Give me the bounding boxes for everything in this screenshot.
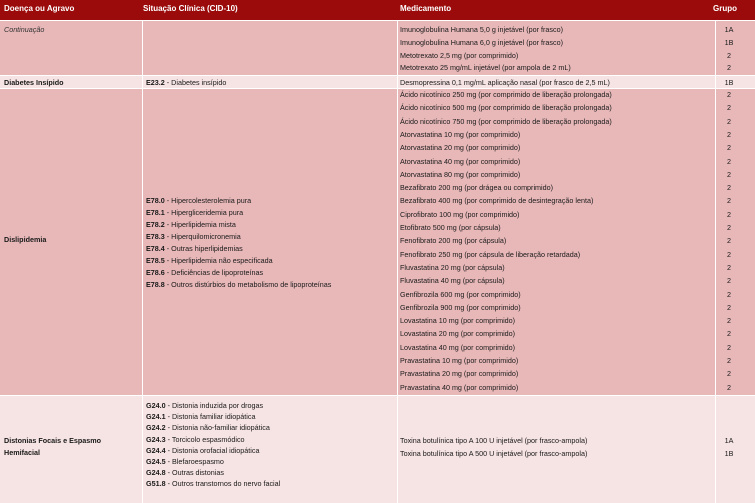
medication-item: Fluvastatina 40 mg (por cápsula) (400, 276, 505, 286)
cid-item: E78.4 - Outras hiperlipidemias (146, 244, 243, 253)
dislipidemia-cids (142, 89, 397, 395)
medication-item: Genfibrozila 900 mg (por comprimido) (400, 302, 521, 312)
header-group: Grupo (713, 4, 737, 13)
dislipidemia-groups (715, 89, 755, 395)
medication-item: Pravastatina 20 mg (por comprimido) (400, 369, 519, 379)
medication-item: Metotrexato 25 mg/mL injetável (por ampola de 2 mL) (400, 63, 571, 73)
group-value: 2 (727, 196, 731, 206)
continuation-medications (397, 21, 715, 75)
distonias-medications (397, 396, 715, 503)
medication-item: Imunoglobulina Humana 5,0 g injetável (por frasco) (400, 25, 564, 34)
group-value: 2 (727, 169, 731, 179)
cid-item: G24.8 - Outras distonias (146, 468, 224, 478)
disease-diabetes: Diabetes Insípido (4, 78, 64, 87)
group-diabetes: 1B (724, 78, 734, 87)
group-value: 2 (727, 90, 731, 99)
medication-item: Toxina botulínica tipo A 500 U injetável (por frasco-ampola) (400, 448, 588, 458)
group-value: 2 (727, 103, 731, 113)
group-value: 2 (727, 342, 731, 352)
cid-item: G24.3 - Torcicolo espasmódico (146, 434, 245, 444)
cid-item: E78.3 - Hiperquilomicronemia (146, 232, 241, 241)
group-value: 1A (724, 25, 734, 34)
group-value: 2 (727, 262, 731, 272)
group-value: 2 (727, 116, 731, 126)
continuation-label: Continuação (4, 25, 45, 34)
group-value: 2 (727, 316, 731, 326)
medication-item: Atorvastatina 20 mg (por comprimido) (400, 143, 521, 153)
cid-item: G51.8 - Outros transtornos do nervo facial (146, 479, 281, 489)
group-value: 2 (727, 143, 731, 153)
cid-item: E78.2 - Hiperlipidemia mista (146, 220, 236, 229)
group-value: 2 (727, 276, 731, 286)
cid-item: E78.0 - Hipercolesterolemia pura (146, 196, 252, 205)
disease-dislipidemia: Dislipidemia (4, 235, 47, 244)
cid-item: G24.5 - Blefaroespasmo (146, 457, 224, 466)
medication-item: Atorvastatina 40 mg (por comprimido) (400, 156, 521, 166)
cid-item: E78.6 - Deficiências de lipoproteínas (146, 268, 264, 277)
disease-distonias-line2: Hemifacial (4, 448, 40, 457)
medication-item: Toxina botulínica tipo A 100 U injetável (por frasco-ampola) (400, 436, 588, 445)
group-value: 2 (727, 63, 731, 73)
distonias-cids (142, 396, 397, 503)
medication-item: Ácido nicotínico 750 mg (por comprimido de liberação prolongada) (400, 116, 612, 126)
cid-diabetes: E23.2 - Diabetes insípido (146, 78, 227, 87)
medication-item: Lovastatina 20 mg (por comprimido) (400, 329, 516, 339)
medication-item: Lovastatina 40 mg (por comprimido) (400, 342, 516, 352)
distonias-section (0, 396, 755, 503)
group-value: 2 (727, 209, 731, 219)
medication-item: Atorvastatina 80 mg (por comprimido) (400, 169, 521, 179)
cid-item: E78.5 - Hiperlipidemia não especificada (146, 256, 273, 265)
medication-item: Bezafibrato 400 mg (por comprimido de desintegração lenta) (400, 196, 594, 206)
table-header (0, 0, 755, 20)
medication-item: Atorvastatina 10 mg (por comprimido) (400, 129, 521, 139)
group-value: 2 (727, 156, 731, 166)
dislipidemia-medications (397, 89, 715, 395)
continuation-groups (715, 21, 755, 75)
group-value: 2 (727, 382, 731, 392)
medication-item: Pravastatina 40 mg (por comprimido) (400, 382, 519, 392)
dislipidemia-section (0, 89, 755, 395)
medication-item: Bezafibrato 200 mg (por drágea ou comprimido) (400, 183, 554, 193)
medication-item: Imunoglobulina Humana 6,0 g injetável (por frasco) (400, 37, 564, 47)
header-medication: Medicamento (400, 4, 452, 13)
medication-item: Ciprofibrato 100 mg (por comprimido) (400, 209, 520, 219)
group-value: 2 (727, 249, 731, 259)
distonias-groups (715, 396, 755, 503)
group-value: 2 (727, 223, 731, 232)
med-desmopressina: Desmopressina 0,1 mg/mL aplicação nasal (por frasco de 2,5 mL) (400, 78, 610, 87)
medication-item: Ácido nicotínico 500 mg (por comprimido de liberação prolongada) (400, 103, 612, 113)
group-value: 1B (724, 448, 734, 458)
group-value: 1B (724, 37, 734, 47)
group-value: 2 (727, 183, 731, 193)
medication-item: Fenofibrato 250 mg (por cápsula de liberação retardada) (400, 249, 581, 259)
cid-item: G24.4 - Distonia orofacial idiopática (146, 445, 260, 455)
medication-item: Fenofibrato 200 mg (por cápsula) (400, 236, 507, 246)
group-value: 2 (727, 289, 731, 299)
group-value: 2 (727, 302, 731, 312)
cid-item: G24.2 - Distonia não-familiar idiopática (146, 423, 270, 433)
cid-item: G24.0 - Distonia induzida por drogas (146, 401, 264, 410)
group-value: 2 (727, 236, 731, 246)
medication-item: Pravastatina 10 mg (por comprimido) (400, 356, 519, 365)
medication-item: Etofibrato 500 mg (por cápsula) (400, 223, 501, 232)
header-cid: Situação Clínica (CID-10) (143, 4, 238, 13)
group-value: 2 (727, 369, 731, 379)
group-value: 1A (724, 436, 734, 445)
group-value: 2 (727, 50, 731, 60)
header-disease: Doença ou Agravo (4, 4, 75, 13)
disease-distonias-line1: Distonias Focais e Espasmo (4, 436, 102, 445)
continuation-section (0, 21, 755, 75)
medication-item: Genfibrozila 600 mg (por comprimido) (400, 289, 521, 299)
cid-item: E78.8 - Outros distúrbios do metabolismo de lipoproteínas (146, 280, 332, 289)
medication-item: Ácido nicotínico 250 mg (por comprimido de liberação prolongada) (400, 90, 612, 99)
group-value: 2 (727, 129, 731, 139)
medication-item: Metotrexato 2,5 mg (por comprimido) (400, 50, 519, 60)
cid-item: E78.1 - Hipergliceridemia pura (146, 208, 244, 217)
medication-item: Fluvastatina 20 mg (por cápsula) (400, 262, 505, 272)
group-value: 2 (727, 356, 731, 365)
group-value: 2 (727, 329, 731, 339)
cid-item: G24.1 - Distonia familiar idiopática (146, 412, 256, 422)
diabetes-row (0, 76, 755, 88)
medication-item: Lovastatina 10 mg (por comprimido) (400, 316, 516, 326)
